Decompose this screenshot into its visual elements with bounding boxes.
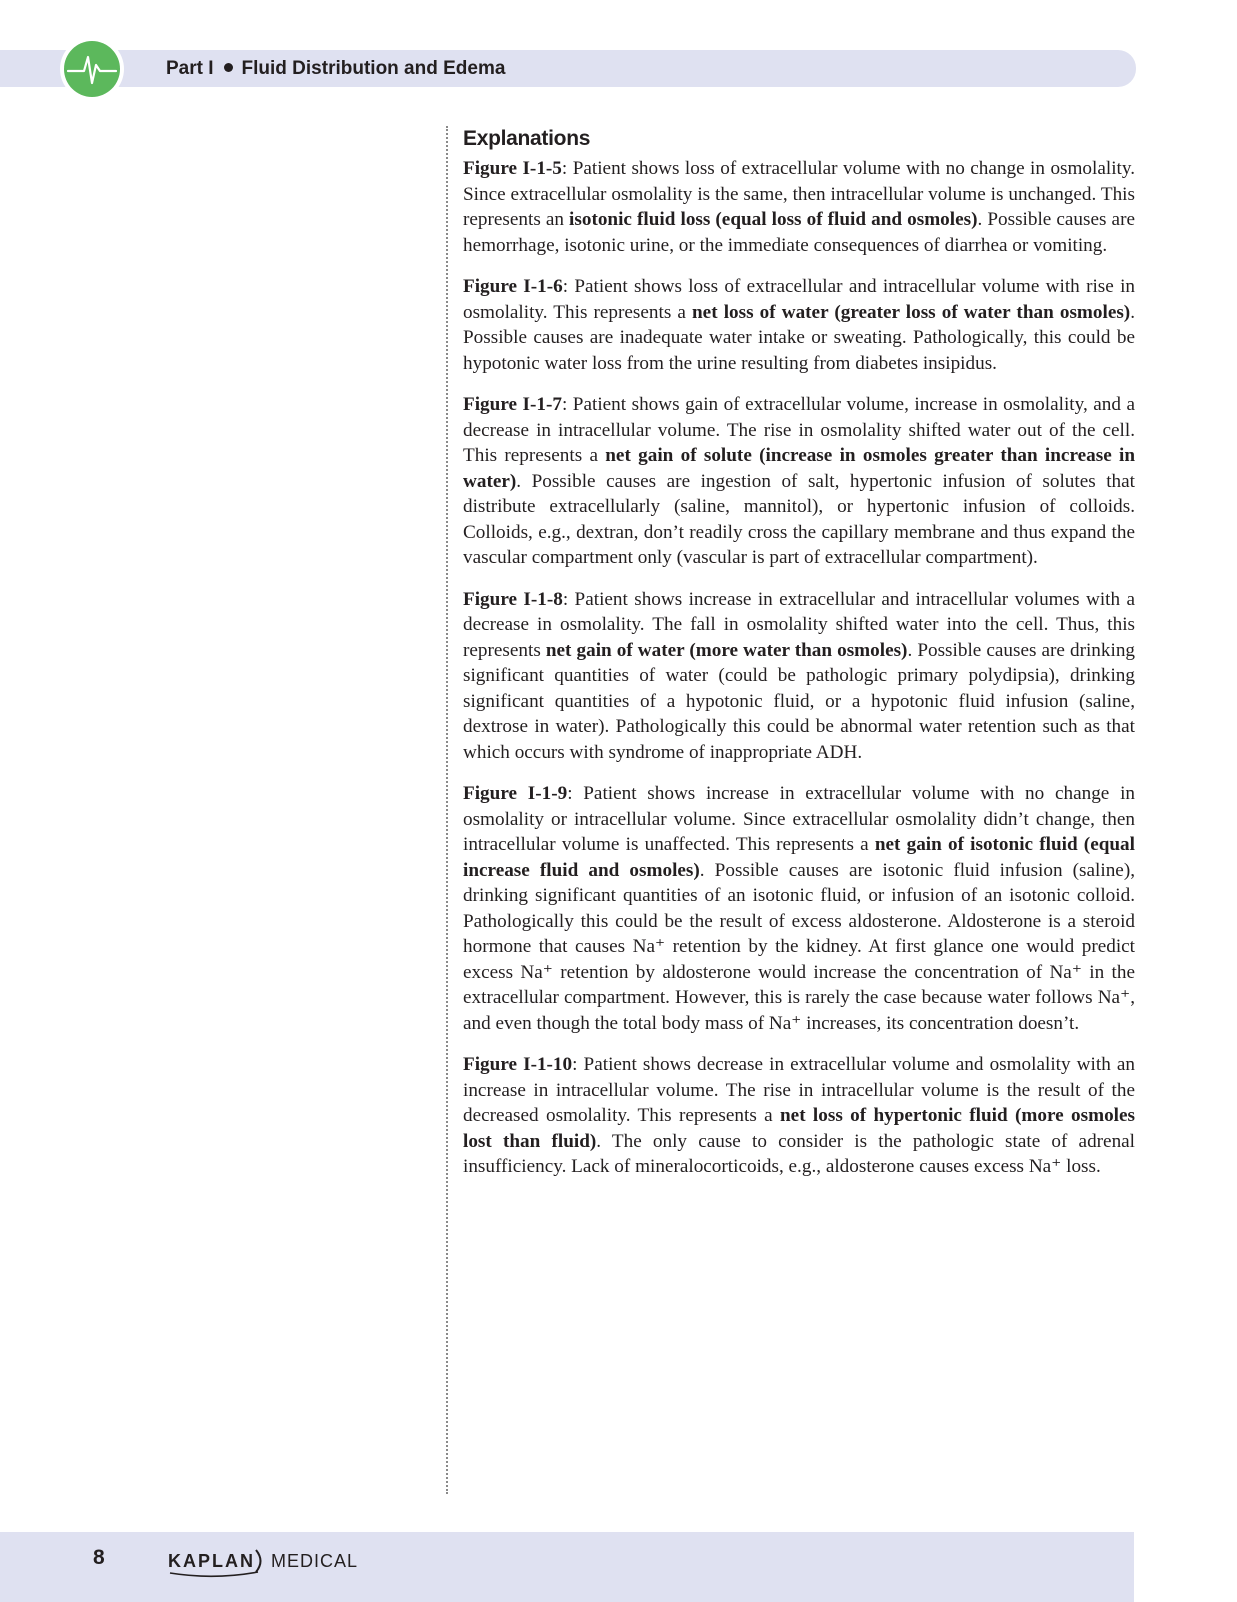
explanation-paragraph [463, 587, 1135, 766]
paragraph-text: : Patient shows gain of extracellular volume, increase in osmolality, and a decrease in intracellular volume. The rise in osmolality shifted water out of the cell. This represents a [463, 394, 1135, 466]
paragraph-text: . Possible causes are hemorrhage, isotonic urine, or the immediate consequences of diarrhea or vomiting. [463, 209, 1135, 256]
figure-reference: Figure I-1-9 [463, 783, 568, 804]
main-content [463, 124, 1135, 1196]
figure-reference: Figure I-1-6 [463, 276, 563, 297]
key-concept: net gain of solute (increase in osmoles greater than increase in water) [463, 445, 1135, 492]
key-concept: net loss of hypertonic fluid (more osmoles lost than fluid) [463, 1105, 1135, 1152]
figure-reference: Figure I-1-5 [463, 158, 562, 179]
page-number: 8 [93, 1546, 105, 1569]
heartbeat-pulse-icon [60, 37, 124, 101]
explanation-paragraph [463, 392, 1135, 571]
figure-reference: Figure I-1-10 [463, 1054, 573, 1075]
paragraph-text: . The only cause to consider is the pathologic state of adrenal insufficiency. Lack of mineralocorticoids, e.g., aldosterone causes excess Na⁺ loss. [463, 1130, 1136, 1177]
explanation-paragraph [463, 156, 1135, 258]
figure-reference: Figure I-1-8 [463, 588, 563, 610]
paragraph-text: : Patient shows increase in extracellular volume with no change in osmolality or intracellular volume. Since extracellular osmolality didn’t change, then intracellular volume is unaffected. This represents a [463, 783, 1135, 855]
key-concept: isotonic fluid loss (equal loss of fluid and osmoles) [569, 209, 978, 230]
section-heading: Explanations [463, 127, 591, 150]
paragraph-text: : Patient shows loss of extracellular volume with no change in osmolality. Since extracellular osmolality is the same, then intracellular volume is unchanged. This represents an [463, 158, 1136, 230]
header-part: Part I [166, 58, 214, 79]
key-concept: net gain of isotonic fluid (equal increase fluid and osmoles) [463, 834, 1135, 881]
brand-underline-swoosh-icon [168, 1570, 260, 1580]
paragraph-text: . Possible causes are drinking significant quantities of water (could be pathologic primary polydipsia), drinking significant quantities of a hypotonic fluid, or a hypotonic fluid infusion (saline, dextrose in water). Pathologically this could be abnormal water retention such as that which occurs with syndrome of inappropriate ADH. [463, 639, 1136, 763]
running-header [166, 56, 505, 82]
header-title: Fluid Distribution and Edema [241, 58, 506, 79]
explanation-paragraph [463, 781, 1135, 1036]
paragraph-text: . Possible causes are isotonic fluid infusion (saline), drinking significant quantities of an isotonic fluid, or infusion of an isotonic colloid. Pathologically this could be the result of excess aldosterone. Aldosterone is a steroid hormone that causes Na⁺ retention by the kidney. At first glance one would predict excess Na⁺ retention by aldosterone would increase the concentration of Na⁺ in the extracellular compartment. However, this is rarely the case because water follows Na⁺, and even though the total body mass of Na⁺ increases, its concentration doesn’t. [463, 859, 1136, 1034]
figure-reference: Figure I-1-7 [463, 394, 562, 415]
key-concept: net loss of water (greater loss of water than osmoles) [692, 301, 1131, 323]
explanation-paragraph [463, 274, 1135, 376]
paragraph-text: . Possible causes are inadequate water intake or sweating. Pathologically, this could be hypotonic water loss from the urine resulting from diabetes insipidus. [463, 301, 1135, 374]
paragraph-text: : Patient shows loss of extracellular and intracellular volume with rise in osmolality. This represents a [463, 276, 1135, 323]
key-concept: net gain of water (more water than osmoles) [545, 639, 908, 661]
brand-suffix: MEDICAL [271, 1550, 359, 1571]
paragraph-text: : Patient shows increase in extracellular and intracellular volumes with a decrease in osmolality. The fall in osmolality shifted water into the cell. Thus, this represents [463, 588, 1135, 661]
paragraph-text: . Possible causes are ingestion of salt, hypertonic infusion of solutes that distribute extracellularly (saline, mannitol), or hypertonic infusion of colloids. Colloids, e.g., dextran, don’t readily cross the capillary membrane and thus expand the vascular compartment only (vascular is part of extracellular compartment). [463, 470, 1135, 568]
column-divider [446, 126, 448, 1494]
bullet-dot-icon [224, 63, 233, 72]
explanation-paragraph [463, 1052, 1135, 1180]
brand-name: KAPLAN [168, 1550, 255, 1571]
paragraph-text: : Patient shows decrease in extracellular volume and osmolality with an increase in intracellular volume. The rise in intracellular volume is the result of the decreased osmolality. This represents a [463, 1054, 1135, 1126]
